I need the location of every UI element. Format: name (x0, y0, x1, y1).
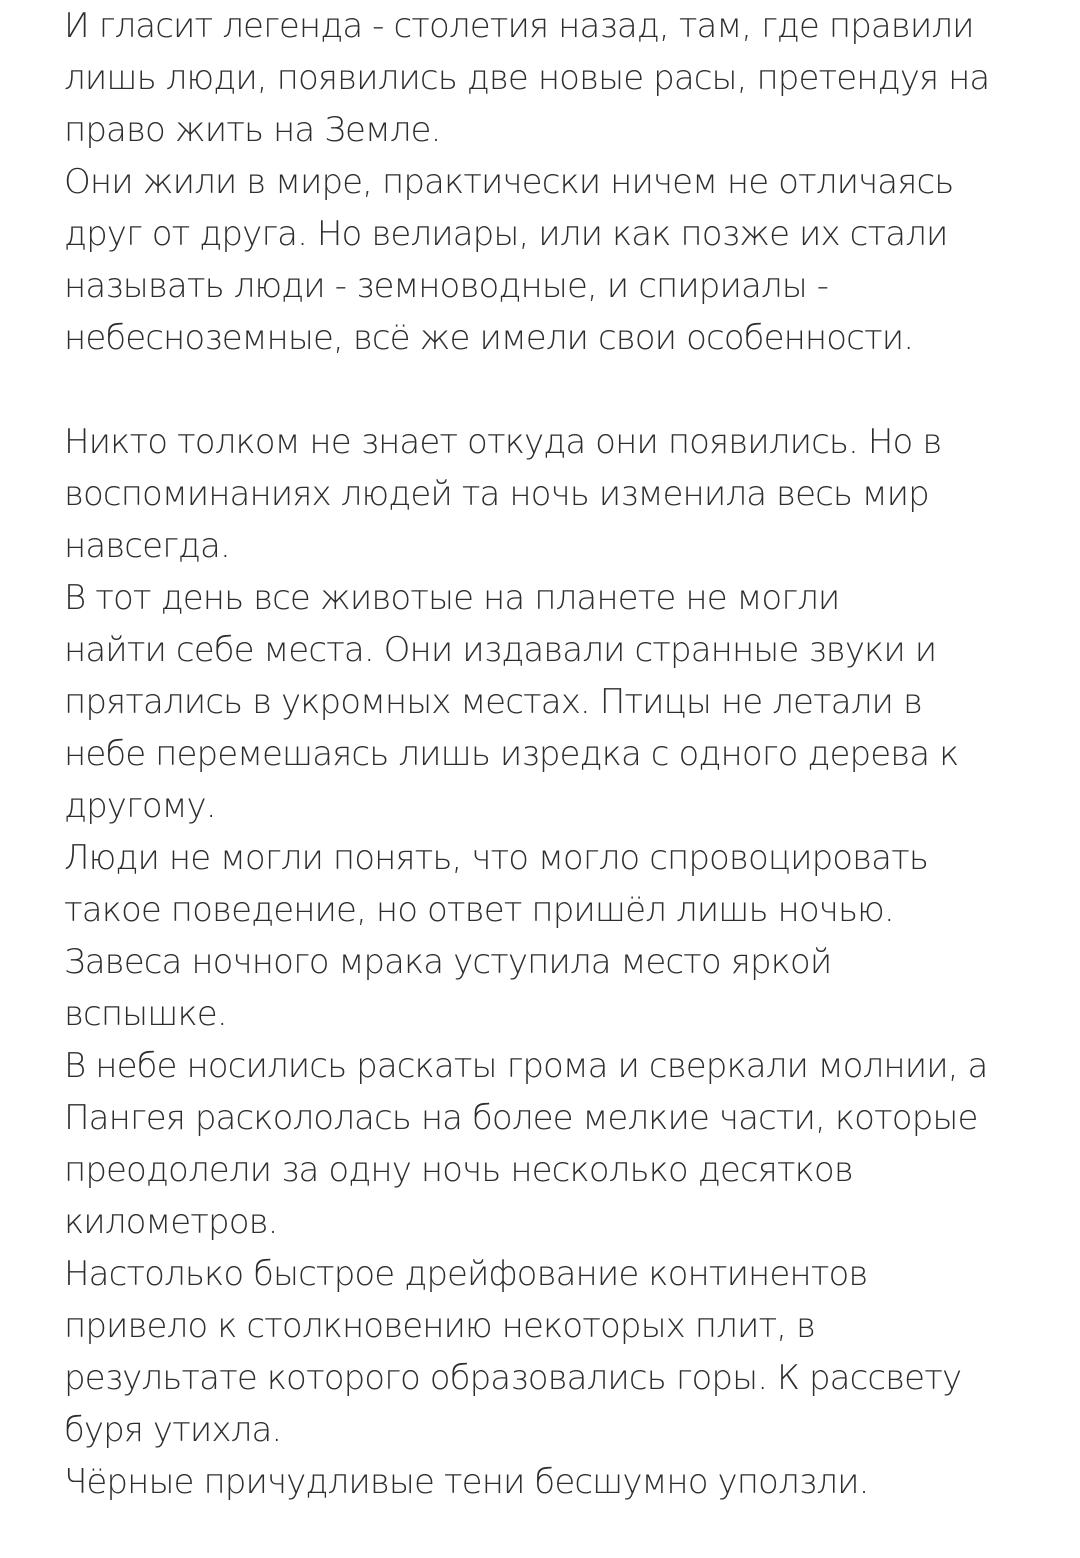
text-line: И гласит легенда - столетия назад, там, где правили (64, 6, 974, 46)
text-line: право жить на Земле. (64, 110, 441, 150)
story-text (64, 0, 1054, 1508)
text-line: Люди не могли понять, что могло спровоцировать (64, 838, 929, 878)
text-line: преодолели за одну ночь несколько десятков (64, 1150, 853, 1190)
text-line: результате которого образовались горы. К рассвету (64, 1358, 962, 1398)
text-line: В тот день все животые на планете не могли (64, 578, 840, 618)
paragraph-break (64, 364, 1054, 416)
text-line: такое поведение, но ответ пришёл лишь ночью. (64, 890, 894, 930)
text-line: Они жили в мире, практически ничем не отличаясь (64, 162, 954, 202)
text-line: Никто толком не знает откуда они появились. Но в (64, 422, 942, 462)
text-line: Чёрные причудливые тени бесшумно уползли. (64, 1462, 869, 1502)
text-line: найти себе места. Они издавали странные звуки и (64, 630, 937, 670)
text-line: Настолько быстрое дрейфование континентов (64, 1254, 868, 1294)
text-line: вспышке. (64, 994, 227, 1034)
text-line: друг от друга. Но велиары, или как позже их стали (64, 214, 948, 254)
text-line: километров. (64, 1202, 278, 1242)
text-line: В небе носились раскаты грома и сверкали молнии, а (64, 1046, 988, 1086)
text-line: лишь люди, появились две новые расы, претендуя на (64, 58, 990, 98)
text-line: привело к столкновению некоторых плит, в (64, 1306, 816, 1346)
text-line: Завеса ночного мрака уступила место яркой (64, 942, 832, 982)
text-line: прятались в укромных местах. Птицы не летали в (64, 682, 922, 722)
text-line: навсегда. (64, 526, 230, 566)
text-line: называть люди - земноводные, и спириалы - (64, 266, 829, 306)
text-line: буря утихла. (64, 1410, 282, 1450)
text-line: небесноземные, всё же имели свои особенности. (64, 318, 914, 358)
text-line: другому. (64, 786, 216, 826)
text-line: небе перемешаясь лишь изредка с одного дерева к (64, 734, 959, 774)
text-line: воспоминаниях людей та ночь изменила весь мир (64, 474, 929, 514)
text-line: Пангея раскололась на более мелкие части, которые (64, 1098, 978, 1138)
